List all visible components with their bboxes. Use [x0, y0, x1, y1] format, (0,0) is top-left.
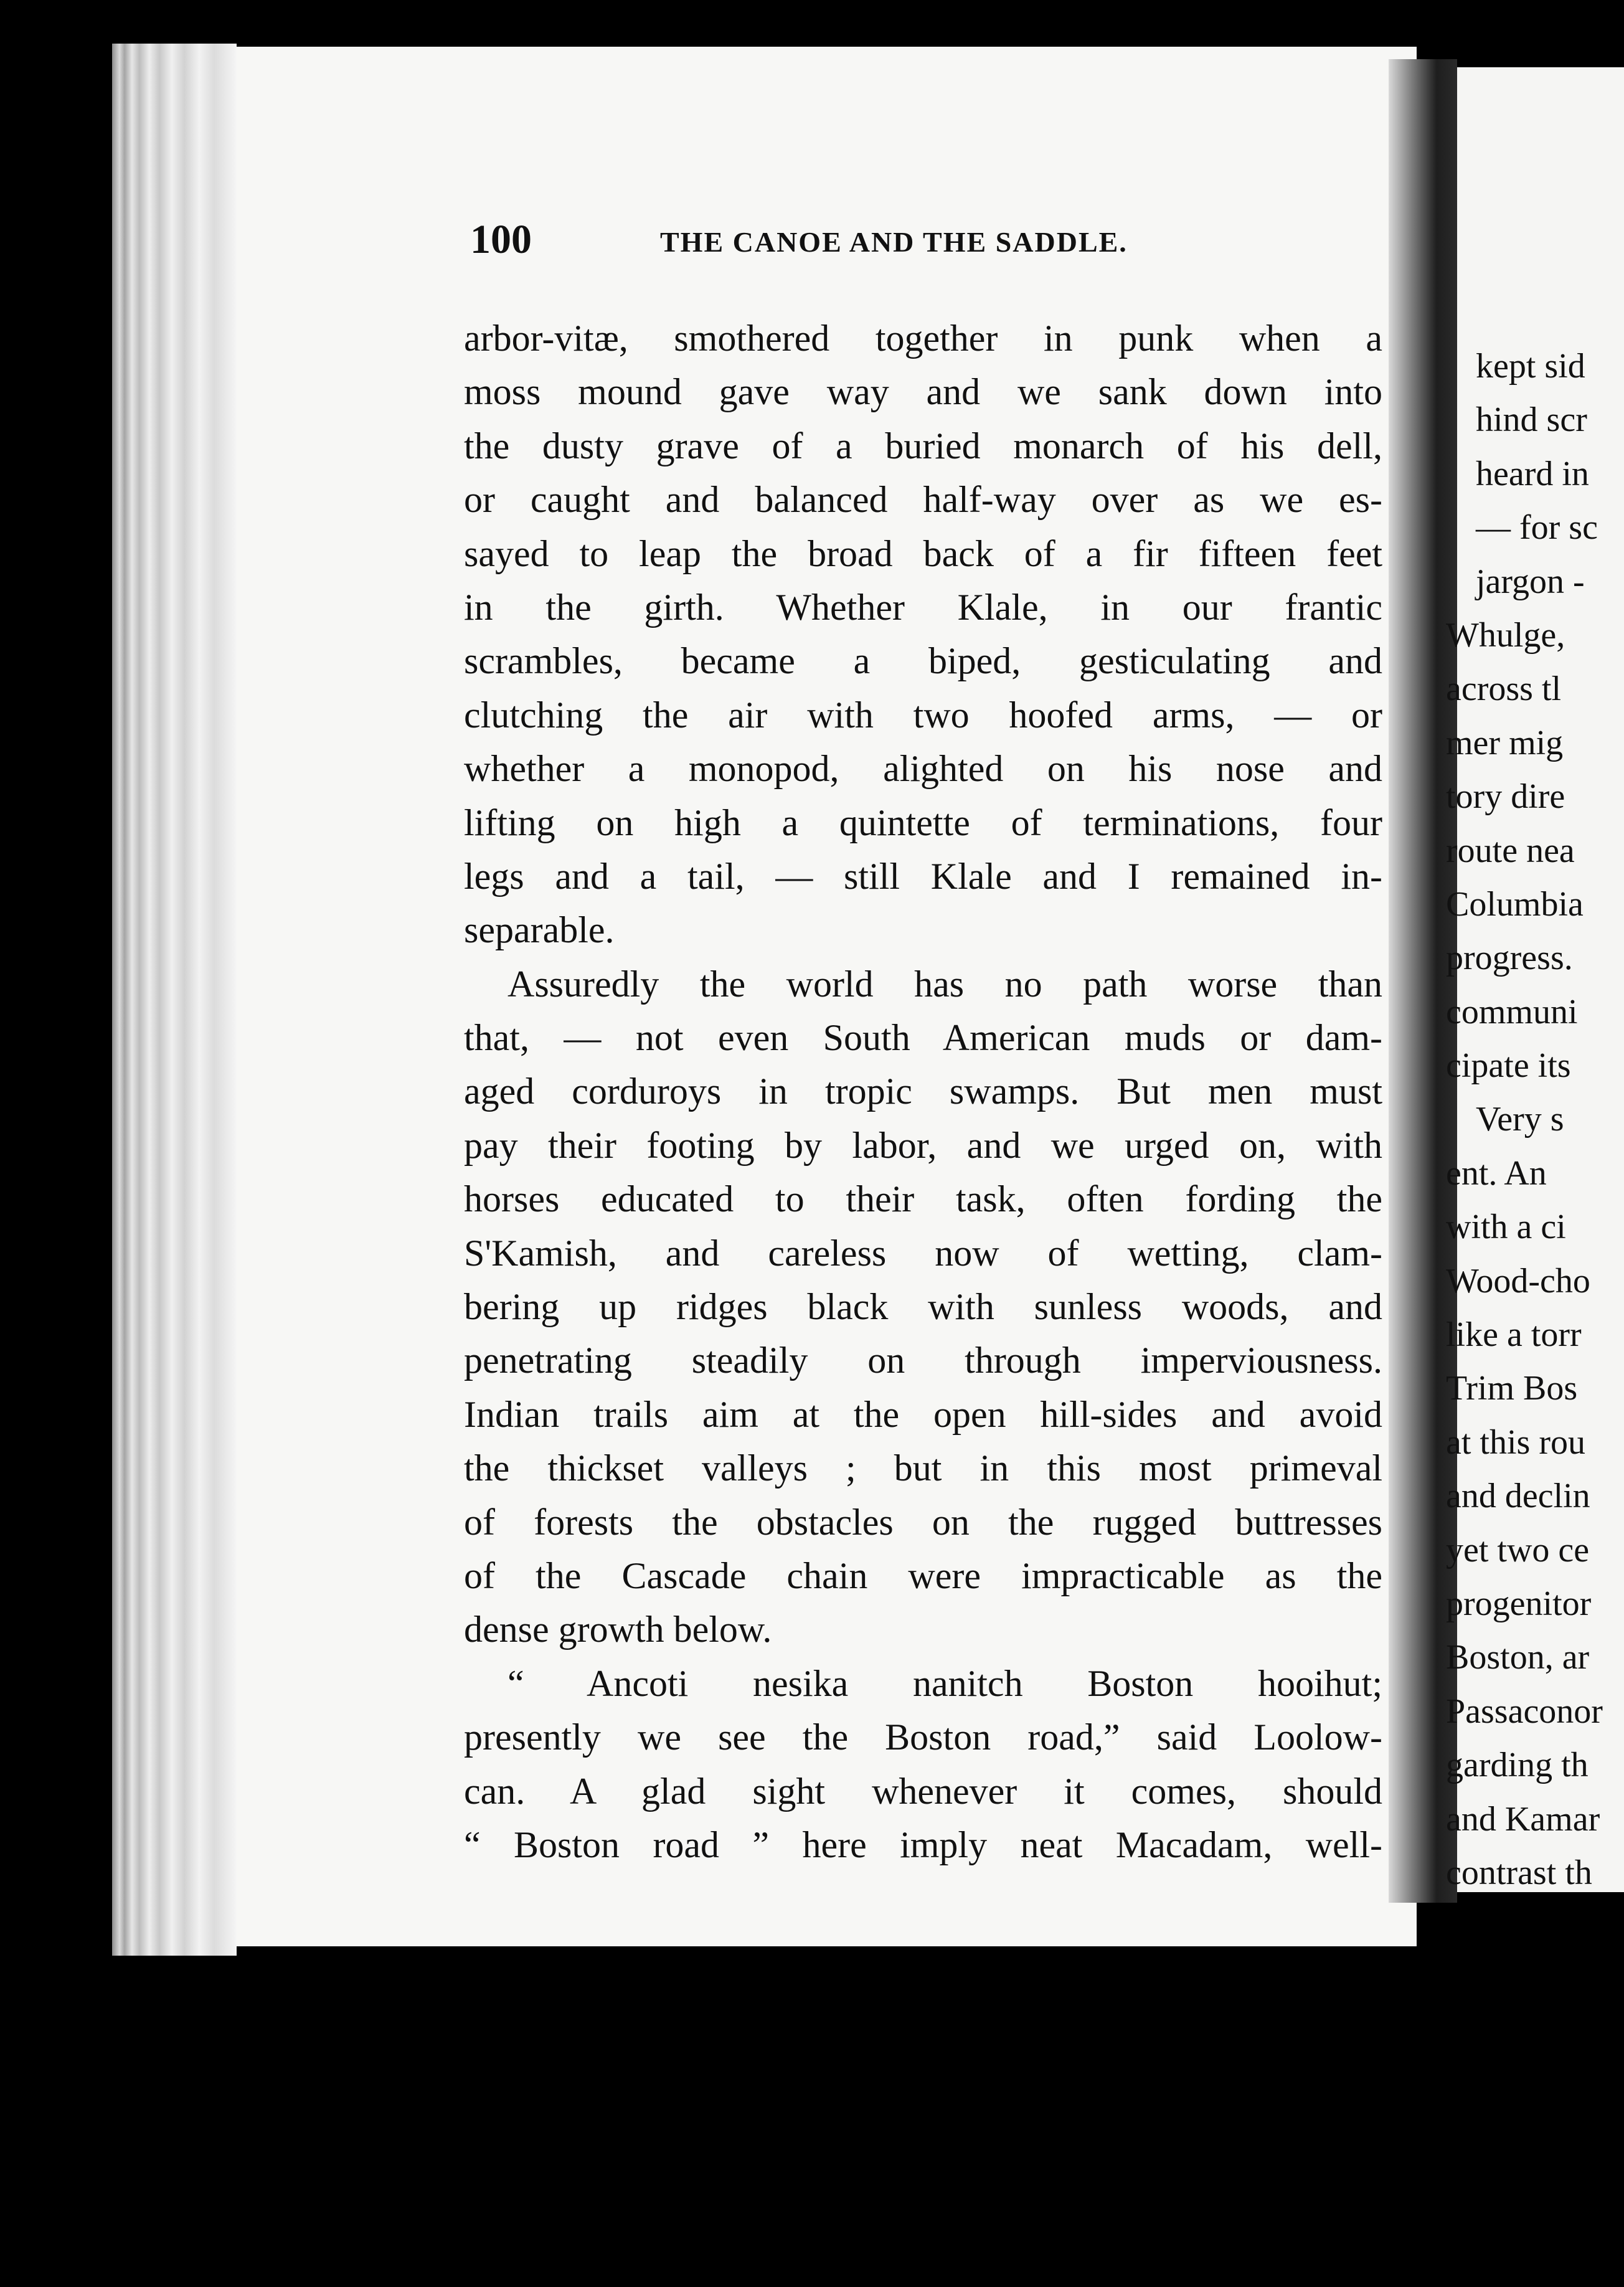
facing-text-line: heard in [1476, 454, 1589, 493]
text-line: of forests the obstacles on the rugged buttresses [464, 1501, 1382, 1543]
text-line: Indian trails aim at the open hill-sides and avoid [464, 1393, 1382, 1435]
text-line: of the Cascade chain were impracticable as the [464, 1555, 1382, 1596]
text-line: or caught and balanced half-way over as we es- [464, 479, 1382, 521]
facing-text-line: like a torr [1446, 1315, 1582, 1355]
facing-text-line: and declin [1446, 1477, 1590, 1516]
text-line: horses educated to their task, often fording the [464, 1178, 1382, 1220]
facing-text-line: at this rou [1446, 1423, 1585, 1462]
text-line: legs and a tail, — still Klale and I remained in- [464, 855, 1382, 897]
facing-text-line: hind scr [1476, 400, 1587, 440]
facing-text-line: Boston, ar [1446, 1638, 1590, 1677]
text-line: “ Ancoti nesika nanitch Boston hooihut; [507, 1662, 1382, 1704]
text-line: S'Kamish, and careless now of wetting, clam- [464, 1232, 1382, 1274]
text-line: penetrating steadily on through imperviousness. [464, 1340, 1382, 1381]
facing-text-line: — for sc [1476, 508, 1598, 547]
text-line: “ Boston road ” here imply neat Macadam, well- [464, 1824, 1382, 1865]
facing-text-line: progress. [1446, 939, 1573, 978]
text-line: moss mound gave way and we sank down into [464, 371, 1382, 413]
text-line: the thickset valleys ; but in this most primeval [464, 1447, 1382, 1489]
text-line: clutching the air with two hoofed arms, — or [464, 694, 1382, 736]
text-line: sayed to leap the broad back of a fir fifteen feet [464, 533, 1382, 574]
facing-text-line: route nea [1446, 831, 1575, 870]
facing-text-line: cipate its [1446, 1046, 1571, 1086]
facing-text-line: Whulge, [1446, 615, 1565, 655]
text-line: aged corduroys in tropic swamps. But men must [464, 1071, 1382, 1112]
facing-text-line: jargon - [1476, 562, 1585, 601]
facing-text-line: Columbia [1446, 884, 1584, 924]
text-line: arbor-vitæ, smothered together in punk when a [464, 318, 1382, 359]
facing-text-line: contrast th [1446, 1853, 1592, 1892]
facing-text-line: ent. An [1446, 1153, 1547, 1193]
facing-text-line: tory dire [1446, 777, 1565, 817]
facing-text-line: Trim Bos [1446, 1369, 1578, 1408]
facing-page-text [1446, 339, 1624, 1900]
text-line: the dusty grave of a buried monarch of his dell, [464, 425, 1382, 466]
body-text [464, 311, 1382, 1872]
facing-text-line: kept sid [1476, 347, 1585, 386]
text-line: bering up ridges black with sunless woods, and [464, 1286, 1382, 1328]
text-line: pay their footing by labor, and we urged on, with [464, 1124, 1382, 1166]
page-edge-stack [112, 44, 237, 1956]
facing-text-line: communi [1446, 992, 1578, 1031]
text-line: that, — not even South American muds or dam- [464, 1017, 1382, 1059]
text-line: dense growth below. [464, 1609, 772, 1650]
facing-text-line: Passaconor [1446, 1692, 1603, 1731]
running-head [470, 215, 1205, 265]
facing-text-line: across tl [1446, 670, 1562, 709]
text-line: lifting on high a quintette of terminations, four [464, 802, 1382, 843]
facing-text-line: with a ci [1446, 1208, 1566, 1247]
facing-text-line: yet two ce [1446, 1530, 1590, 1570]
facing-text-line: and Kamar [1446, 1799, 1600, 1839]
text-line: in the girth. Whether Klale, in our frantic [464, 586, 1382, 628]
text-line: separable. [464, 909, 615, 951]
text-line: presently we see the Boston road,” said Loolow- [464, 1716, 1382, 1758]
text-line: Assuredly the world has no path worse than [507, 963, 1382, 1005]
page-number: 100 [470, 217, 532, 262]
text-line: can. A glad sight whenever it comes, should [464, 1770, 1382, 1812]
facing-text-line: garding th [1446, 1746, 1589, 1785]
facing-text-line: Very s [1476, 1100, 1564, 1139]
facing-text-line: Wood-cho [1446, 1261, 1590, 1300]
running-title: THE CANOE AND THE SADDLE. [660, 226, 1128, 258]
text-line: scrambles, became a biped, gesticulating and [464, 640, 1382, 682]
facing-text-line: mer mig [1446, 723, 1564, 762]
text-line: whether a monopod, alighted on his nose and [464, 748, 1382, 790]
facing-text-line: progenitor [1446, 1584, 1592, 1623]
